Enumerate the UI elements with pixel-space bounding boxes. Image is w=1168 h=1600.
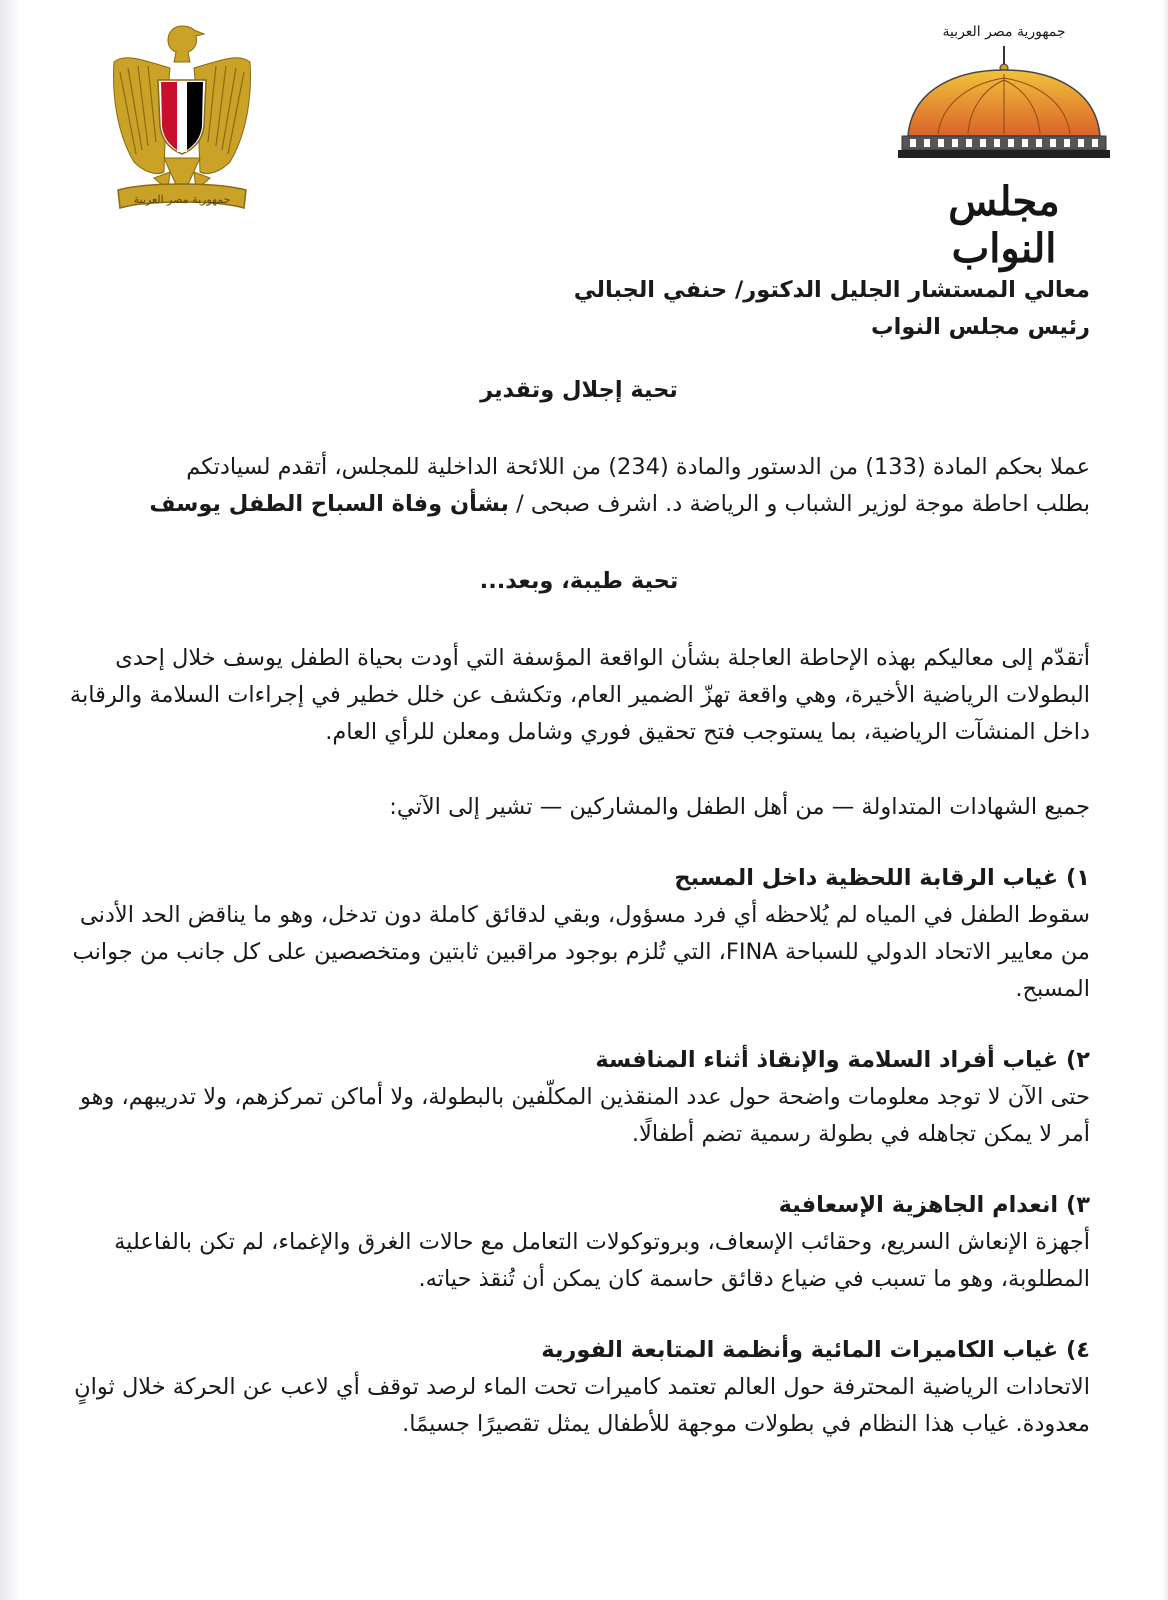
body-paragraph: أتقدّم إلى معاليكم بهذه الإحاطة العاجلة بشأن الواقعة المؤسفة التي أودت بحياة الطفل يوسف خلال إحدى البطولات الرياضية الأخيرة، وهي واقعة تهزّ الضمير العام، وتكشف عن خلل خطير في إجراءات السلامة والرقابة داخل المنشآت الرياضية، بما يستوجب فتح تحقيق فوري وشامل ومعلن للرأي العام. [69,645,1090,745]
point-text: الاتحادات الرياضية المحترفة حول العالم تعتمد كاميرات تحت الماء لرصد توقف أي لاعب عن الحركة خلال ثوانٍ معدودة. غياب هذا النظام في بطولات موجهة للأطفال يمثل تقصيرًا جسيمًا. [74,1374,1090,1437]
parliament-dome-icon [898,44,1110,176]
logo-caption: جمهورية مصر العربية [942,24,1066,40]
point-text: سقوط الطفل في المياه لم يُلاحظه أي فرد مسؤول، وبقي لدقائق كاملة دون تدخل، وهو ما يناقض الحد الأدنى من معايير الاتحاد الدولي للسباحة FINA، التي تُلزم بوجود مراقبين ثابتين ومتخصصين على كل جانب من جوانب المسبح. [72,902,1090,1002]
eagle-emblem-icon [108,22,256,218]
intro-subject: بشأن وفاة السباح الطفل يوسف [149,491,509,517]
addressee-name: معالي المستشار الجليل الدكتور/ حنفي الجبالي [573,277,1090,303]
point-text: أجهزة الإنعاش السريع، وحقائب الإسعاف، وبروتوكولات التعامل مع حالات الغرق والإغماء، لم تكن بالفاعلية المطلوبة، وهو ما تسبب في ضياع دقائق حاسمة كان يمكن أن تُنقذ حياته. [114,1229,1090,1292]
point-title: ٤) غياب الكاميرات المائية وأنظمة المتابعة الفورية [541,1337,1090,1363]
intro-line-2 [68,486,1090,523]
point-text: حتى الآن لا توجد معلومات واضحة حول عدد المنقذين المكلّفين بالبطولة، ولا أماكن تمركزهم، ولا تدريبهم، وهو أمر لا يمكن تجاهله في بطولة رسمية تضم أطفالًا. [80,1084,1090,1147]
point-item [68,1187,1090,1298]
intro-line-2-text: بطلب احاطة موجة لوزير الشباب و الرياضة د. اشرف صبحى / [508,491,1090,517]
parliament-logo [898,22,1110,272]
intro-line-1: عملا بحكم المادة (133) من الدستور والمادة (234) من اللائحة الداخلية للمجلس، أتقدم لسيادتكم [186,454,1090,480]
point-item [68,860,1090,1008]
point-title: ١) غياب الرقابة اللحظية داخل المسبح [674,865,1090,891]
addressee-block [68,272,1090,346]
letter-body [68,272,1090,1477]
point-item [68,1332,1090,1443]
page-edge-left [0,0,20,1600]
salutation: تحية طيبة، وبعد... [479,568,679,594]
intro-paragraph [68,449,1090,523]
greeting: تحية إجلال وتقدير [480,377,678,403]
point-item [68,1042,1090,1153]
logo-title: مجلس النواب [948,178,1060,272]
page-edge-right [1162,0,1168,1600]
point-title: ٢) غياب أفراد السلامة والإنقاذ أثناء المنافسة [595,1047,1090,1073]
emblem-banner-text: جمهورية مصر العربية [133,193,231,206]
addressee-title: رئيس مجلس النواب [871,314,1090,340]
point-title: ٣) انعدام الجاهزية الإسعافية [778,1192,1090,1218]
lead-in-text: جميع الشهادات المتداولة — من أهل الطفل والمشاركين — تشير إلى الآتي: [389,794,1090,820]
